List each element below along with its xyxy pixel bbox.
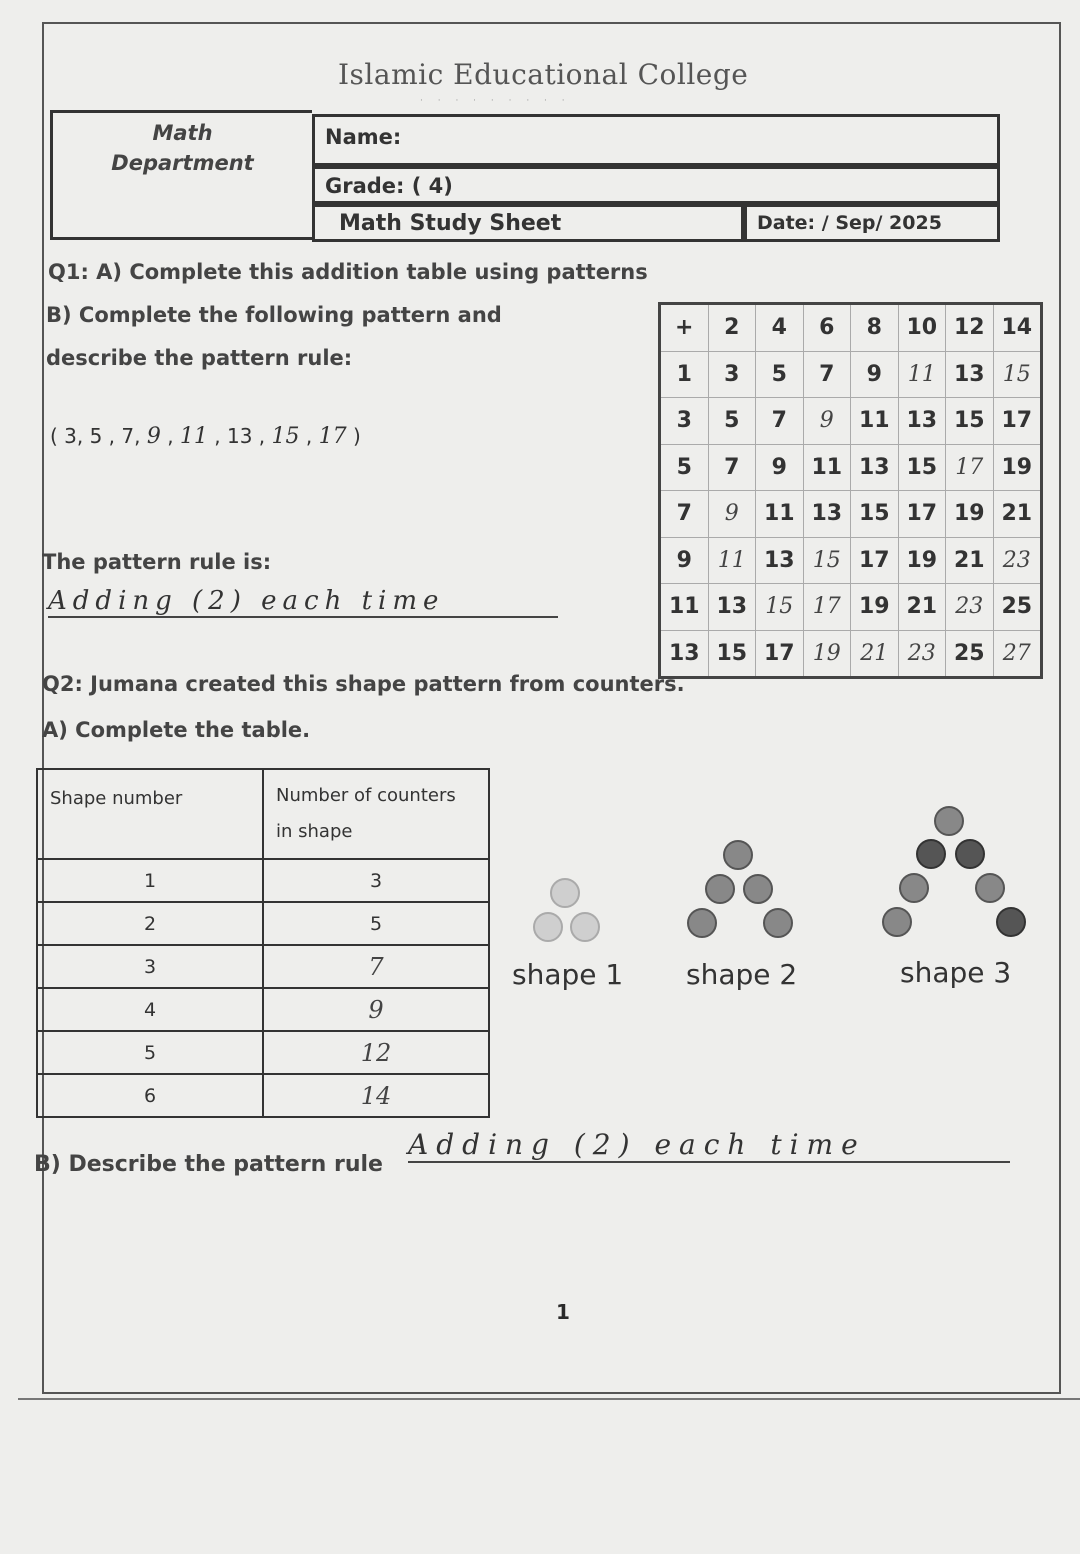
shape-2-label: shape 2 — [686, 958, 798, 991]
add-cell-answer[interactable]: 23 — [898, 630, 946, 678]
department-line2: Department — [111, 151, 254, 175]
add-cell-answer[interactable]: 9 — [708, 491, 756, 538]
sheet-title: Math Study Sheet — [339, 211, 562, 236]
counter-dot — [899, 873, 929, 903]
add-row-header: 7 — [660, 491, 709, 538]
shape-number-cell: 5 — [37, 1031, 263, 1074]
add-cell: 17 — [756, 630, 804, 678]
sheet-title-box — [312, 204, 744, 242]
shape-number-cell: 2 — [37, 902, 263, 945]
add-cell-answer[interactable]: 23 — [946, 584, 994, 631]
add-cell: 25 — [993, 584, 1042, 631]
add-cell: 7 — [708, 444, 756, 491]
add-row-header: 9 — [660, 537, 709, 584]
add-cell-answer[interactable]: 27 — [993, 630, 1042, 678]
name-box — [312, 114, 1000, 166]
addition-table-row — [660, 584, 1042, 631]
add-cell: 13 — [946, 351, 994, 398]
add-header-cell: 8 — [851, 304, 899, 352]
counters-answer-cell[interactable]: 14 — [263, 1074, 489, 1117]
add-cell: 17 — [898, 491, 946, 538]
add-cell: 21 — [898, 584, 946, 631]
table-row — [37, 1031, 489, 1074]
add-row-header: 3 — [660, 398, 709, 445]
table-row — [37, 902, 489, 945]
add-cell-answer[interactable]: 15 — [803, 537, 851, 584]
school-logo-text: Islamic Educational College — [338, 58, 749, 91]
add-header-cell: 2 — [708, 304, 756, 352]
counter-dot — [763, 908, 793, 938]
counter-dot — [934, 806, 964, 836]
add-cell: 19 — [993, 444, 1042, 491]
add-cell-answer[interactable]: 19 — [803, 630, 851, 678]
add-cell: 15 — [898, 444, 946, 491]
counter-dot — [723, 840, 753, 870]
q1-b-heading: B) Complete the following pattern and — [46, 303, 502, 327]
q1-a-heading: Q1: A) Complete this addition table using patterns — [48, 260, 648, 284]
grade-label: Grade: ( 4) — [325, 174, 453, 198]
table-row — [37, 1074, 489, 1117]
shape-1-label: shape 1 — [512, 958, 624, 991]
add-cell: 17 — [851, 537, 899, 584]
add-cell-answer[interactable]: 9 — [803, 398, 851, 445]
add-cell: 25 — [946, 630, 994, 678]
col-shape-number: Shape number — [37, 769, 263, 859]
add-cell-answer[interactable]: 15 — [993, 351, 1042, 398]
table-row — [37, 859, 489, 902]
add-cell-answer[interactable]: 21 — [851, 630, 899, 678]
counters-table-header — [37, 769, 489, 859]
add-cell: 11 — [803, 444, 851, 491]
add-cell: 21 — [993, 491, 1042, 538]
school-logo-subtext: · · · · · · · · · — [420, 96, 571, 106]
add-cell: 13 — [708, 584, 756, 631]
add-header-cell: 12 — [946, 304, 994, 352]
add-cell-answer[interactable]: 23 — [993, 537, 1042, 584]
add-cell-answer[interactable]: 17 — [803, 584, 851, 631]
q2-b-label: B) Describe the pattern rule — [34, 1152, 383, 1177]
counter-dot — [533, 912, 563, 942]
department-line1: Math — [152, 121, 213, 145]
counters-answer-cell[interactable]: 12 — [263, 1031, 489, 1074]
counters-table — [36, 768, 490, 1118]
seq-mid: , 13 , — [207, 424, 272, 448]
q2-a-heading: A) Complete the table. — [42, 718, 311, 742]
name-label: Name: — [325, 125, 402, 149]
table-row — [37, 945, 489, 988]
addition-table-row — [660, 444, 1042, 491]
add-cell: 13 — [756, 537, 804, 584]
date-label: Date: / Sep/ 2025 — [757, 212, 942, 234]
add-cell: 9 — [851, 351, 899, 398]
q2-b-answer[interactable]: Adding (2) each time — [408, 1128, 1010, 1163]
add-cell-answer[interactable]: 11 — [708, 537, 756, 584]
counter-dot — [996, 907, 1026, 937]
q2-heading: Q2: Jumana created this shape pattern from counters. — [42, 672, 685, 696]
add-cell: 9 — [756, 444, 804, 491]
add-cell: 11 — [851, 398, 899, 445]
shape-number-cell: 3 — [37, 945, 263, 988]
counter-dot — [743, 874, 773, 904]
add-cell: 13 — [851, 444, 899, 491]
counter-dot — [705, 874, 735, 904]
addition-table-row — [660, 630, 1042, 678]
add-cell: 17 — [993, 398, 1042, 445]
page-number: 1 — [556, 1300, 570, 1324]
add-cell: 19 — [946, 491, 994, 538]
q1-b-heading-2: describe the pattern rule: — [46, 346, 353, 370]
counter-dot — [955, 839, 985, 869]
counters-cell: 3 — [263, 859, 489, 902]
add-cell: 13 — [803, 491, 851, 538]
addition-table-row — [660, 537, 1042, 584]
addition-table-row — [660, 491, 1042, 538]
pattern-sequence: ( 3, 5 , 7, 9 , 11 , 13 , 15 , 17 ) — [50, 424, 361, 449]
bottom-rule — [18, 1398, 1080, 1400]
grade-box — [312, 166, 1000, 204]
addition-table-row — [660, 351, 1042, 398]
addition-table — [658, 302, 1043, 679]
add-cell: 19 — [898, 537, 946, 584]
rule-label: The pattern rule is: — [42, 550, 272, 574]
seq-answer-2[interactable]: 11 — [179, 424, 208, 449]
counters-cell: 5 — [263, 902, 489, 945]
add-header-cell: 6 — [803, 304, 851, 352]
shape-3-label: shape 3 — [900, 956, 1012, 989]
add-cell: 19 — [851, 584, 899, 631]
add-row-header: 13 — [660, 630, 709, 678]
counters-answer-cell[interactable]: 9 — [263, 988, 489, 1031]
add-cell: 7 — [756, 398, 804, 445]
addition-table-header — [660, 304, 1042, 352]
rule-answer[interactable]: Adding (2) each time — [48, 586, 558, 618]
add-cell-answer[interactable]: 15 — [756, 584, 804, 631]
counter-dot — [687, 908, 717, 938]
counters-answer-cell[interactable]: 7 — [263, 945, 489, 988]
addition-table-row — [660, 398, 1042, 445]
add-cell: 3 — [708, 351, 756, 398]
shape-number-cell: 1 — [37, 859, 263, 902]
add-row-header: 1 — [660, 351, 709, 398]
counter-dot — [916, 839, 946, 869]
add-cell: 13 — [898, 398, 946, 445]
add-cell: 5 — [756, 351, 804, 398]
table-row — [37, 988, 489, 1031]
add-row-header: 5 — [660, 444, 709, 491]
counter-dot — [882, 907, 912, 937]
col-counters-line2: in shape — [276, 821, 353, 842]
counter-dot — [570, 912, 600, 942]
add-cell-answer[interactable]: 17 — [946, 444, 994, 491]
date-box — [744, 204, 1000, 242]
seq-answer-3[interactable]: 15 — [271, 424, 300, 449]
shape-number-cell: 6 — [37, 1074, 263, 1117]
add-cell: 15 — [946, 398, 994, 445]
add-header-cell: 14 — [993, 304, 1042, 352]
add-row-header: 11 — [660, 584, 709, 631]
add-header-cell: 10 — [898, 304, 946, 352]
col-counters-line1: Number of counters — [276, 785, 456, 806]
col-number-of-counters — [263, 769, 489, 859]
add-header-cell: 4 — [756, 304, 804, 352]
counter-dot — [550, 878, 580, 908]
add-cell-answer[interactable]: 11 — [898, 351, 946, 398]
add-cell: 11 — [756, 491, 804, 538]
add-cell: 21 — [946, 537, 994, 584]
add-cell: 7 — [803, 351, 851, 398]
seq-answer-1[interactable]: 9 — [146, 424, 161, 449]
seq-open: ( 3, 5 , 7, — [50, 424, 147, 448]
department-box — [50, 110, 312, 240]
counter-dot — [975, 873, 1005, 903]
add-cell: 15 — [851, 491, 899, 538]
seq-answer-4[interactable]: 17 — [318, 424, 347, 449]
shape-number-cell: 4 — [37, 988, 263, 1031]
add-cell: 15 — [708, 630, 756, 678]
add-cell: 5 — [708, 398, 756, 445]
add-header-plus: + — [660, 304, 709, 352]
